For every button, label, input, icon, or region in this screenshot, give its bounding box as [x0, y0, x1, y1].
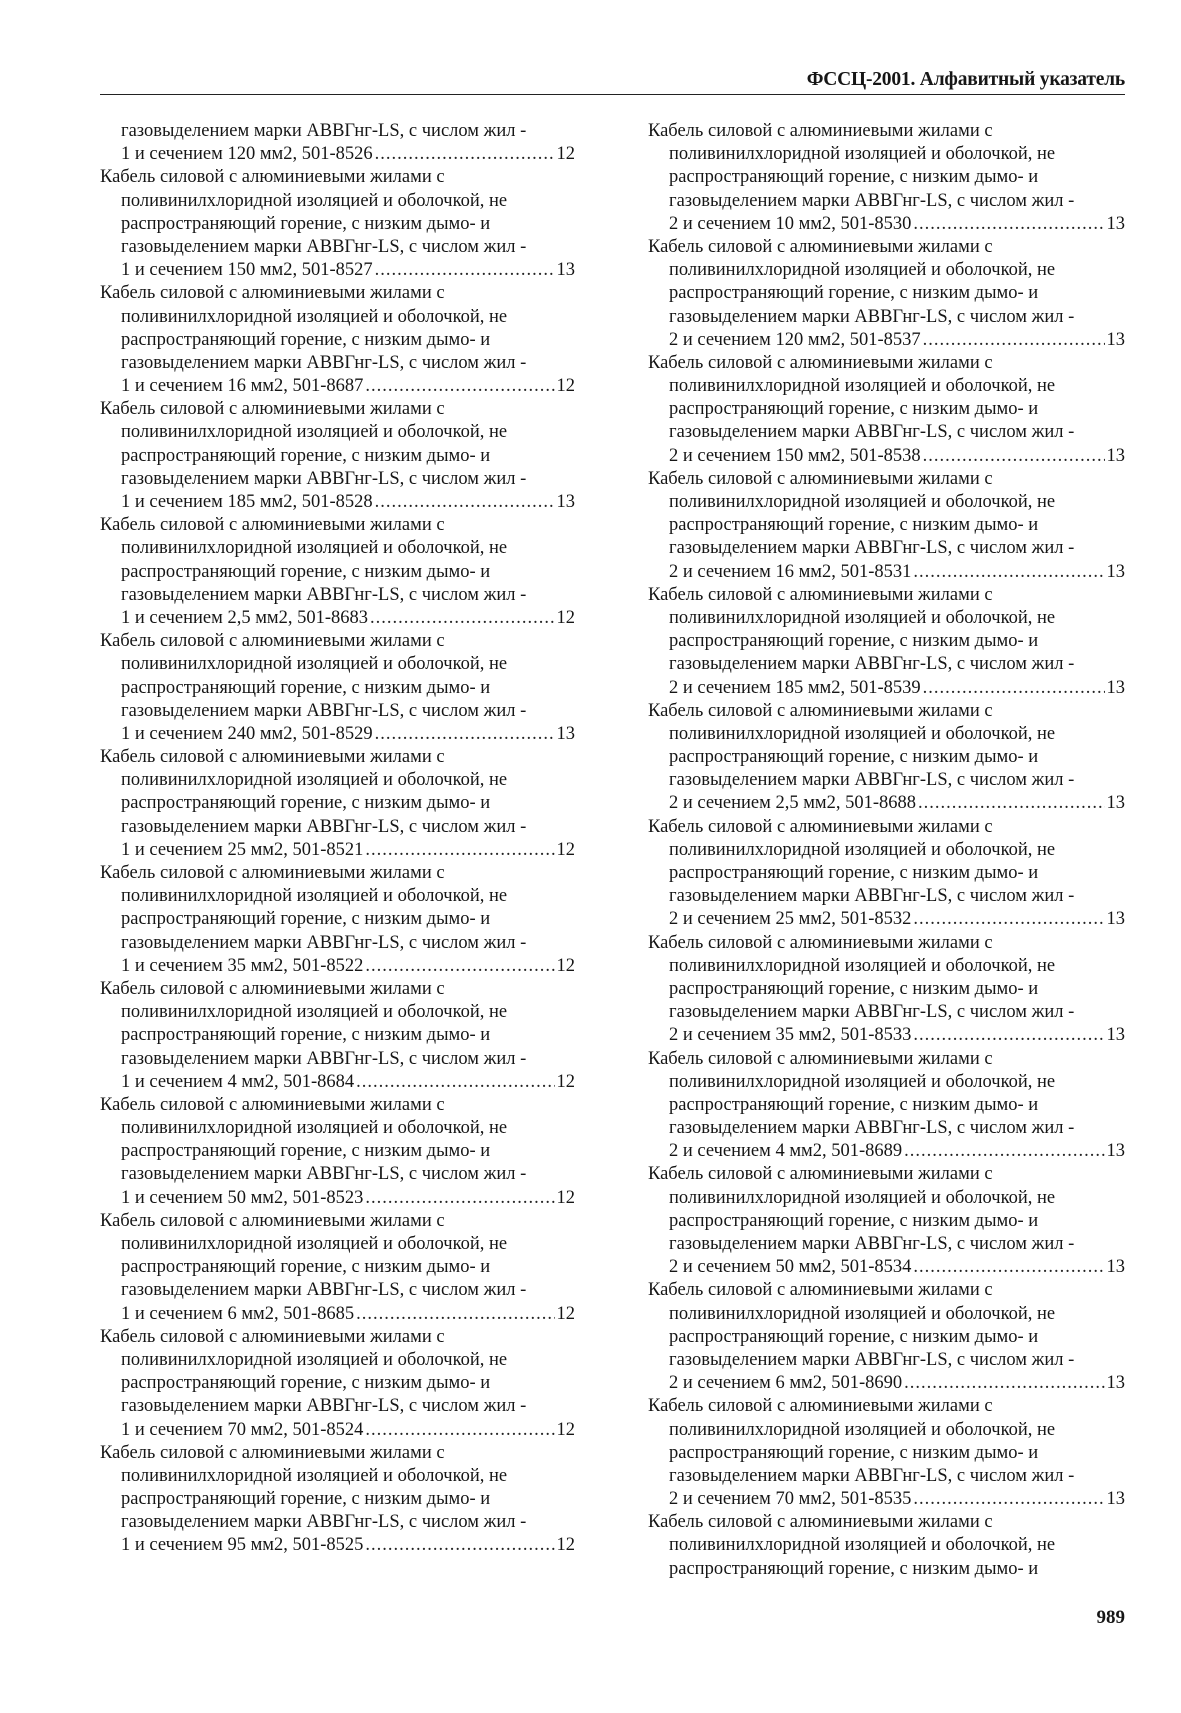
page-number: 989 — [1096, 1607, 1125, 1628]
index-entry — [100, 398, 575, 514]
index-entry — [648, 816, 1125, 932]
entry-line: распространяющий горение, с низким дымо- и — [121, 1141, 491, 1162]
entry-line: распространяющий горение, с низким дымо- и — [121, 909, 491, 930]
entry-line: газовыделением марки АВВГнг-LS, с числом жил - — [121, 700, 527, 721]
dot-leader — [365, 839, 554, 862]
entry-heading-line: Кабель силовой с алюминиевыми жилами с — [100, 167, 445, 188]
entry-line: поливинилхлоридной изоляцией и оболочкой, не — [669, 839, 1056, 860]
entry-heading-line: Кабель силовой с алюминиевыми жилами с — [648, 468, 993, 489]
entry-reference-text: 2 и сечением 185 мм2, 501-8539 — [669, 677, 921, 698]
dot-leader — [365, 1419, 554, 1442]
entry-reference-text: 1 и сечением 50 мм2, 501-8523 — [121, 1187, 364, 1208]
entry-heading-line: Кабель силовой с алюминиевыми жилами с — [648, 584, 993, 605]
entry-heading-line: Кабель силовой с алюминиевыми жилами с — [648, 1396, 993, 1417]
entry-reference-text: 2 и сечением 6 мм2, 501-8690 — [669, 1373, 903, 1394]
entry-line: поливинилхлоридной изоляцией и оболочкой, не — [669, 260, 1056, 281]
dot-leader — [365, 955, 554, 978]
entry-line: распространяющий горение, с низким дымо- и — [669, 978, 1039, 999]
entry-reference-line — [100, 839, 575, 862]
entry-reference-text: 1 и сечением 2,5 мм2, 501-8683 — [121, 607, 369, 628]
entry-line: поливинилхлоридной изоляцией и оболочкой, не — [121, 1234, 508, 1254]
entry-line: распространяющий горение, с низким дымо- и — [121, 793, 491, 814]
entry-line: поливинилхлоридной изоляцией и оболочкой, не — [121, 770, 508, 791]
entry-line: газовыделением марки АВВГнг-LS, с числом жил - — [121, 121, 527, 141]
entry-line: газовыделением марки АВВГнг-LS, с числом жил - — [669, 1465, 1075, 1486]
entry-line: распространяющий горение, с низким дымо- и — [121, 213, 491, 234]
entry-line: газовыделением марки АВВГнг-LS, с числом жил - — [121, 584, 527, 605]
entry-reference-line — [648, 1488, 1125, 1511]
entry-page-number: 13 — [1106, 213, 1125, 234]
entry-reference-line — [648, 1372, 1125, 1395]
running-header — [100, 64, 1125, 95]
entry-line: распространяющий горение, с низким дымо- и — [669, 399, 1039, 420]
entry-line: распространяющий горение, с низким дымо- и — [121, 677, 491, 698]
entry-reference-line — [648, 213, 1125, 236]
entry-line: поливинилхлоридной изоляцией и оболочкой, не — [669, 607, 1056, 628]
index-entry — [100, 166, 575, 282]
index-column-left — [100, 120, 575, 1558]
entry-line: поливинилхлоридной изоляцией и оболочкой, не — [669, 1535, 1056, 1556]
entry-line: газовыделением марки АВВГнг-LS, с числом жил - — [121, 352, 527, 373]
entry-line: поливинилхлоридной изоляцией и оболочкой, не — [121, 1349, 508, 1370]
entry-line: поливинилхлоридной изоляцией и оболочкой, не — [121, 538, 508, 559]
entry-page-number: 12 — [556, 1071, 575, 1092]
entry-line: газовыделением марки АВВГнг-LS, с числом жил - — [669, 1118, 1075, 1139]
dot-leader — [913, 561, 1104, 584]
index-entry — [100, 746, 575, 862]
dot-leader — [375, 723, 555, 746]
entry-reference-line — [648, 908, 1125, 931]
entry-line: газовыделением марки АВВГнг-LS, с числом жил - — [121, 1396, 527, 1417]
entry-line: поливинилхлоридной изоляцией и оболочкой, не — [669, 1303, 1056, 1324]
entry-page-number: 12 — [556, 1187, 575, 1208]
entry-page-number: 13 — [1106, 561, 1125, 582]
index-entry — [648, 352, 1125, 468]
entry-reference-text: 1 и сечением 70 мм2, 501-8524 — [121, 1419, 364, 1440]
entry-heading-line: Кабель силовой с алюминиевыми жилами с — [100, 631, 445, 652]
index-entry — [648, 932, 1125, 1048]
header-title: ФССЦ-2001. Алфавитный указатель — [806, 69, 1125, 90]
entry-line: распространяющий горение, с низким дымо- и — [669, 1442, 1039, 1463]
index-entry — [100, 978, 575, 1094]
entry-heading-line: Кабель силовой с алюминиевыми жилами с — [648, 816, 993, 837]
entry-reference-line — [100, 955, 575, 978]
entry-reference-text: 1 и сечением 150 мм2, 501-8527 — [121, 260, 373, 281]
index-entry — [648, 236, 1125, 352]
index-entry — [648, 120, 1125, 236]
entry-page-number: 13 — [1106, 909, 1125, 930]
index-entry — [648, 1048, 1125, 1164]
entry-heading-line: Кабель силовой с алюминиевыми жилами с — [648, 1512, 993, 1533]
entry-reference-line — [100, 1419, 575, 1442]
entry-reference-text: 2 и сечением 4 мм2, 501-8689 — [669, 1141, 903, 1162]
entry-reference-text: 1 и сечением 120 мм2, 501-8526 — [121, 144, 373, 165]
entry-reference-line — [100, 1534, 575, 1557]
index-entry — [648, 1279, 1125, 1395]
entry-reference-text: 1 и сечением 185 мм2, 501-8528 — [121, 492, 373, 512]
entry-reference-line — [100, 375, 575, 398]
entry-line: газовыделением марки АВВГнг-LS, с числом жил - — [669, 1349, 1075, 1370]
dot-leader — [365, 375, 554, 398]
entry-heading-line: Кабель силовой с алюминиевыми жилами с — [100, 1442, 445, 1463]
entry-heading-line: Кабель силовой с алюминиевыми жилами с — [100, 515, 445, 536]
index-entry — [100, 120, 575, 166]
entry-line: распространяющий горение, с низким дымо- и — [669, 1094, 1039, 1115]
entry-line: газовыделением марки АВВГнг-LS, с числом жил - — [121, 1280, 527, 1301]
dot-leader — [913, 1024, 1104, 1047]
index-entry — [648, 700, 1125, 816]
entry-page-number: 13 — [556, 492, 575, 512]
index-column-right — [648, 120, 1125, 1581]
entry-line: поливинилхлоридной изоляцией и оболочкой, не — [669, 955, 1056, 976]
entry-heading-line: Кабель силовой с алюминиевыми жилами с — [100, 1210, 445, 1231]
entry-reference-line — [648, 1256, 1125, 1279]
index-entry — [648, 1395, 1125, 1511]
entry-heading-line: Кабель силовой с алюминиевыми жилами с — [100, 863, 445, 883]
entry-page-number: 13 — [1106, 1141, 1125, 1162]
entry-heading-line: Кабель силовой с алюминиевыми жилами с — [100, 978, 445, 999]
entry-heading-line: Кабель силовой с алюминиевыми жилами с — [648, 236, 993, 257]
entry-heading-line: Кабель силовой с алюминиевыми жилами с — [648, 932, 993, 953]
entry-reference-text: 1 и сечением 6 мм2, 501-8685 — [121, 1303, 355, 1324]
entry-page-number: 13 — [1106, 1025, 1125, 1046]
entry-line: распространяющий горение, с низким дымо- и — [669, 283, 1039, 304]
entry-line: распространяющий горение, с низким дымо- и — [669, 167, 1039, 188]
entry-page-number: 13 — [1106, 1257, 1125, 1278]
entry-reference-line — [648, 329, 1125, 352]
dot-leader — [356, 1303, 554, 1326]
entry-line: распространяющий горение, с низким дымо- и — [669, 515, 1039, 536]
entry-line: поливинилхлоридной изоляцией и оболочкой, не — [121, 190, 508, 211]
entry-heading-line: Кабель силовой с алюминиевыми жилами с — [648, 1280, 993, 1301]
entry-page-number: 13 — [1106, 329, 1125, 350]
entry-reference-line — [100, 143, 575, 166]
dot-leader — [923, 677, 1105, 700]
entry-reference-text: 2 и сечением 150 мм2, 501-8538 — [669, 445, 921, 466]
dot-leader — [365, 1534, 554, 1557]
entry-heading-line: Кабель силовой с алюминиевыми жилами с — [648, 1048, 993, 1069]
dot-leader — [904, 1140, 1104, 1163]
entry-line: газовыделением марки АВВГнг-LS, с числом жил - — [121, 1164, 527, 1185]
entry-reference-line — [648, 677, 1125, 700]
entry-heading-line: Кабель силовой с алюминиевыми жилами с — [648, 121, 993, 141]
entry-page-number: 13 — [1106, 1489, 1125, 1510]
index-entry — [100, 630, 575, 746]
entry-line: распространяющий горение, с низким дымо- и — [121, 1489, 491, 1510]
entry-page-number: 12 — [556, 1535, 575, 1556]
index-entry — [100, 1442, 575, 1558]
entry-page-number: 13 — [1106, 793, 1125, 814]
entry-line: поливинилхлоридной изоляцией и оболочкой, не — [121, 1002, 508, 1023]
entry-line: распространяющий горение, с низким дымо- и — [669, 863, 1039, 883]
entry-page-number: 12 — [556, 607, 575, 628]
entry-reference-line — [100, 723, 575, 746]
entry-line: поливинилхлоридной изоляцией и оболочкой, не — [669, 1419, 1056, 1440]
dot-leader — [375, 491, 555, 514]
entry-page-number: 12 — [556, 144, 575, 165]
index-entry — [100, 1326, 575, 1442]
entry-heading-line: Кабель силовой с алюминиевыми жилами с — [648, 700, 993, 721]
dot-leader — [918, 792, 1104, 815]
entry-line: газовыделением марки АВВГнг-LS, с числом жил - — [669, 190, 1075, 211]
entry-reference-line — [648, 561, 1125, 584]
entry-line: распространяющий горение, с низким дымо- и — [121, 561, 491, 582]
index-entry — [648, 1163, 1125, 1279]
entry-line: поливинилхлоридной изоляцией и оболочкой, не — [121, 306, 508, 327]
entry-line: распространяющий горение, с низким дымо- и — [669, 747, 1039, 768]
dot-leader — [913, 908, 1104, 931]
entry-reference-text: 2 и сечением 120 мм2, 501-8537 — [669, 329, 921, 350]
entry-line: газовыделением марки АВВГнг-LS, с числом жил - — [121, 236, 527, 257]
entry-page-number: 13 — [1106, 677, 1125, 698]
entry-line: поливинилхлоридной изоляцией и оболочкой, не — [121, 1465, 508, 1486]
dot-leader — [913, 1488, 1104, 1511]
entry-heading-line: Кабель силовой с алюминиевыми жилами с — [100, 1094, 445, 1115]
entry-page-number: 12 — [556, 1303, 575, 1324]
entry-line: распространяющий горение, с низким дымо- и — [121, 1025, 491, 1046]
entry-line: газовыделением марки АВВГнг-LS, с числом жил - — [669, 422, 1075, 443]
entry-heading-line: Кабель силовой с алюминиевыми жилами с — [100, 747, 445, 768]
entry-reference-text: 1 и сечением 16 мм2, 501-8687 — [121, 376, 364, 397]
entry-reference-line — [100, 1071, 575, 1094]
entry-heading-line: Кабель силовой с алюминиевыми жилами с — [100, 283, 445, 304]
entry-line: газовыделением марки АВВГнг-LS, с числом жил - — [669, 1234, 1075, 1254]
entry-page-number: 12 — [556, 955, 575, 976]
entry-line: газовыделением марки АВВГнг-LS, с числом жил - — [121, 816, 527, 837]
entry-reference-text: 1 и сечением 95 мм2, 501-8525 — [121, 1535, 364, 1556]
entry-reference-line — [100, 1303, 575, 1326]
entry-page-number: 13 — [1106, 445, 1125, 466]
index-entry — [648, 468, 1125, 584]
dot-leader — [923, 329, 1105, 352]
entry-reference-text: 2 и сечением 35 мм2, 501-8533 — [669, 1025, 912, 1046]
dot-leader — [375, 143, 555, 166]
entry-line: газовыделением марки АВВГнг-LS, с числом жил - — [121, 468, 527, 489]
index-entry — [100, 862, 575, 978]
entry-reference-line — [648, 1024, 1125, 1047]
entry-reference-line — [100, 491, 575, 514]
index-entry — [648, 584, 1125, 700]
entry-page-number: 13 — [556, 723, 575, 744]
entry-line: распространяющий горение, с низким дымо- и — [669, 1558, 1039, 1579]
entry-line: газовыделением марки АВВГнг-LS, с числом жил - — [669, 654, 1075, 675]
entry-line: распространяющий горение, с низким дымо- и — [669, 1210, 1039, 1231]
entry-reference-text: 2 и сечением 70 мм2, 501-8535 — [669, 1489, 912, 1510]
entry-page-number: 12 — [556, 1419, 575, 1440]
entry-line: поливинилхлоридной изоляцией и оболочкой, не — [669, 723, 1056, 744]
entry-line: поливинилхлоридной изоляцией и оболочкой, не — [669, 1071, 1056, 1092]
index-entry — [648, 1511, 1125, 1581]
dot-leader — [913, 213, 1104, 236]
entry-reference-text: 1 и сечением 4 мм2, 501-8684 — [121, 1071, 355, 1092]
entry-line: поливинилхлоридной изоляцией и оболочкой, не — [669, 1187, 1056, 1208]
entry-page-number: 13 — [556, 260, 575, 281]
entry-line: газовыделением марки АВВГнг-LS, с числом жил - — [121, 1048, 527, 1069]
entry-line: поливинилхлоридной изоляцией и оболочкой, не — [121, 1118, 508, 1139]
entry-reference-line — [648, 1140, 1125, 1163]
entry-page-number: 13 — [1106, 1373, 1125, 1394]
index-entry — [100, 1210, 575, 1326]
entry-line: поливинилхлоридной изоляцией и оболочкой, не — [669, 376, 1056, 397]
entry-line: поливинилхлоридной изоляцией и оболочкой, не — [121, 654, 508, 675]
entry-line: газовыделением марки АВВГнг-LS, с числом жил - — [121, 932, 527, 953]
entry-heading-line: Кабель силовой с алюминиевыми жилами с — [100, 399, 445, 420]
dot-leader — [904, 1372, 1104, 1395]
entry-line: поливинилхлоридной изоляцией и оболочкой, не — [121, 422, 508, 443]
entry-reference-text: 2 и сечением 2,5 мм2, 501-8688 — [669, 793, 917, 814]
entry-page-number: 12 — [556, 376, 575, 397]
entry-line: поливинилхлоридной изоляцией и оболочкой, не — [669, 492, 1056, 512]
entry-reference-text: 2 и сечением 10 мм2, 501-8530 — [669, 213, 912, 234]
index-entry — [100, 1094, 575, 1210]
entry-reference-line — [648, 445, 1125, 468]
entry-reference-line — [100, 1187, 575, 1210]
entry-line: газовыделением марки АВВГнг-LS, с числом жил - — [121, 1512, 527, 1533]
entry-reference-line — [100, 259, 575, 282]
dot-leader — [375, 259, 555, 282]
entry-line: распространяющий горение, с низким дымо- и — [121, 329, 491, 350]
entry-reference-line — [648, 792, 1125, 815]
entry-reference-text: 2 и сечением 50 мм2, 501-8534 — [669, 1257, 912, 1278]
dot-leader — [356, 1071, 554, 1094]
entry-line: газовыделением марки АВВГнг-LS, с числом жил - — [669, 306, 1075, 327]
entry-reference-text: 2 и сечением 25 мм2, 501-8532 — [669, 909, 912, 930]
entry-line: поливинилхлоридной изоляцией и оболочкой, не — [669, 144, 1056, 165]
entry-reference-text: 2 и сечением 16 мм2, 501-8531 — [669, 561, 912, 582]
entry-line: распространяющий горение, с низким дымо- и — [121, 1373, 491, 1394]
entry-line: распространяющий горение, с низким дымо- и — [669, 1326, 1039, 1347]
entry-line: распространяющий горение, с низким дымо- и — [121, 1257, 491, 1278]
entry-line: газовыделением марки АВВГнг-LS, с числом жил - — [669, 770, 1075, 791]
entry-line: распространяющий горение, с низким дымо- и — [121, 445, 491, 466]
entry-page-number: 12 — [556, 839, 575, 860]
dot-leader — [913, 1256, 1104, 1279]
index-entry — [100, 514, 575, 630]
dot-leader — [370, 607, 554, 630]
entry-heading-line: Кабель силовой с алюминиевыми жилами с — [648, 352, 993, 373]
entry-heading-line: Кабель силовой с алюминиевыми жилами с — [648, 1164, 993, 1185]
entry-line: поливинилхлоридной изоляцией и оболочкой, не — [121, 886, 508, 907]
entry-line: газовыделением марки АВВГнг-LS, с числом жил - — [669, 1002, 1075, 1023]
entry-reference-line — [100, 607, 575, 630]
index-entry — [100, 282, 575, 398]
entry-reference-text: 1 и сечением 240 мм2, 501-8529 — [121, 723, 373, 744]
entry-line: газовыделением марки АВВГнг-LS, с числом жил - — [669, 886, 1075, 907]
dot-leader — [923, 445, 1105, 468]
entry-reference-text: 1 и сечением 25 мм2, 501-8521 — [121, 839, 364, 860]
entry-line: газовыделением марки АВВГнг-LS, с числом жил - — [669, 538, 1075, 559]
entry-line: распространяющий горение, с низким дымо- и — [669, 631, 1039, 652]
dot-leader — [365, 1187, 554, 1210]
entry-reference-text: 1 и сечением 35 мм2, 501-8522 — [121, 955, 364, 976]
entry-heading-line: Кабель силовой с алюминиевыми жилами с — [100, 1326, 445, 1347]
